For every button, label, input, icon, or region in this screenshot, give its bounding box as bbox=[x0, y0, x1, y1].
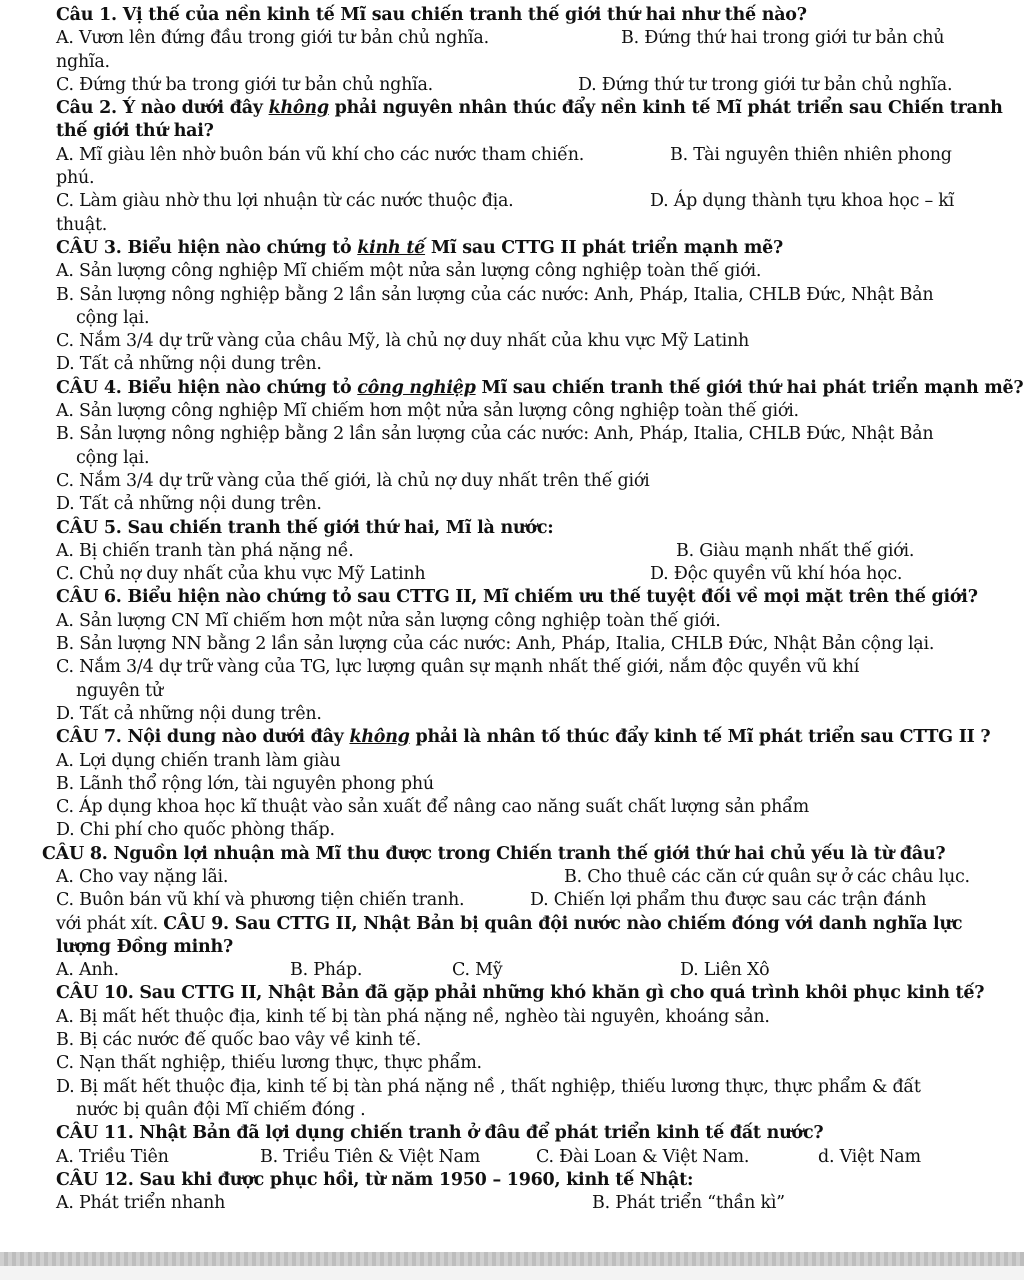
q11-option-a: A. Triều Tiên bbox=[56, 1146, 169, 1167]
q9-option-d: D. Liên Xô bbox=[680, 960, 770, 981]
q11-option-d: d. Việt Nam bbox=[818, 1146, 921, 1167]
q2-option-b: B. Tài nguyên thiên nhiên phong bbox=[670, 144, 952, 165]
q6-title: CÂU 6. Biểu hiện nào chứng tỏ sau CTTG II, Mĩ chiếm ưu thế tuyệt đối về mọi mặt trên thế giới? bbox=[56, 587, 978, 608]
q3-title-post: Mĩ sau CTTG II phát triển mạnh mẽ? bbox=[425, 237, 784, 258]
q1-option-b: B. Đứng thứ hai trong giới tư bản chủ bbox=[621, 28, 945, 49]
q4-option-d: D. Tất cả những nội dung trên. bbox=[56, 494, 322, 515]
q2-option-d-cont: thuật. bbox=[56, 214, 108, 235]
q12-title: CÂU 12. Sau khi được phục hồi, từ năm 1950 – 1960, kinh tế Nhật: bbox=[56, 1169, 694, 1190]
q6-option-b: B. Sản lượng NN bằng 2 lần sản lượng của các nước: Anh, Pháp, Italia, CHLB Đức, Nhật Bản cộng lại. bbox=[56, 634, 935, 655]
q10-option-b: B. Bị các nước đế quốc bao vây về kinh tế. bbox=[56, 1030, 422, 1051]
q9-title: CÂU 9. Sau CTTG II, Nhật Bản bị quân đội nước nào chiếm đóng với danh nghĩa lực bbox=[163, 913, 963, 934]
q2-title-pre: Câu 2. Ý nào dưới đây bbox=[56, 98, 269, 119]
q2-title-underlined: không bbox=[268, 98, 329, 119]
q2-title bbox=[56, 97, 1003, 120]
q4-option-b-cont: cộng lại. bbox=[76, 447, 150, 468]
q8-option-d-cont: với phát xít. bbox=[56, 913, 158, 934]
q3-option-c: C. Nắm 3/4 dự trữ vàng của châu Mỹ, là chủ nợ duy nhất của khu vực Mỹ Latinh bbox=[56, 331, 750, 352]
q5-option-a: A. Bị chiến tranh tàn phá nặng nề. bbox=[56, 540, 354, 561]
q2-row-ab bbox=[56, 144, 986, 167]
q7-title-pre: CÂU 7. Nội dung nào dưới đây bbox=[56, 727, 350, 748]
q12-options bbox=[56, 1192, 986, 1215]
q7-title-post: phải là nhân tố thúc đẩy kinh tế Mĩ phát triển sau CTTG II ? bbox=[409, 727, 991, 748]
q12-option-b: B. Phát triển “thần kì” bbox=[592, 1193, 785, 1214]
q4-option-c: C. Nắm 3/4 dự trữ vàng của thế giới, là chủ nợ duy nhất trên thế giới bbox=[56, 470, 650, 491]
q12-option-a: A. Phát triển nhanh bbox=[56, 1193, 226, 1214]
q7-option-d: D. Chi phí cho quốc phòng thấp. bbox=[56, 820, 335, 841]
q4-title-pre: CÂU 4. Biểu hiện nào chứng tỏ bbox=[56, 377, 358, 398]
q3-option-a: A. Sản lượng công nghiệp Mĩ chiếm một nửa sản lượng công nghiệp toàn thế giới. bbox=[56, 261, 762, 282]
q1-row-cd bbox=[56, 74, 986, 97]
q11-option-b: B. Triều Tiên & Việt Nam bbox=[260, 1146, 481, 1167]
q2-option-a: A. Mĩ giàu lên nhờ buôn bán vũ khí cho các nước tham chiến. bbox=[56, 144, 585, 165]
q2-title-cont: thế giới thứ hai? bbox=[56, 121, 214, 142]
q3-option-d: D. Tất cả những nội dung trên. bbox=[56, 354, 322, 375]
q9-option-a: A. Anh. bbox=[56, 960, 119, 981]
q8-q9-line bbox=[56, 913, 986, 936]
q11-title: CÂU 11. Nhật Bản đã lợi dụng chiến tranh ở đâu để phát triển kinh tế đất nước? bbox=[56, 1123, 824, 1144]
q6-option-c-cont: nguyên tử bbox=[76, 680, 163, 701]
q7-title bbox=[56, 726, 991, 749]
worksheet bbox=[42, 4, 1024, 1215]
q8-row-ab bbox=[56, 866, 986, 889]
q4-title bbox=[56, 377, 1024, 400]
q5-row-ab bbox=[56, 540, 986, 563]
q1-option-a: A. Vươn lên đứng đầu trong giới tư bản chủ nghĩa. bbox=[56, 28, 489, 49]
q7-option-c: C. Áp dụng khoa học kĩ thuật vào sản xuất để nâng cao năng suất chất lượng sản phẩm bbox=[56, 797, 809, 818]
q3-title bbox=[56, 237, 986, 260]
q5-option-d: D. Độc quyền vũ khí hóa học. bbox=[650, 564, 903, 585]
q10-option-d: D. Bị mất hết thuộc địa, kinh tế bị tàn phá nặng nề , thất nghiệp, thiếu lương thực, thực phẩm & đất bbox=[56, 1076, 921, 1097]
q3-option-b-cont: cộng lại. bbox=[76, 307, 150, 328]
q4-option-a: A. Sản lượng công nghiệp Mĩ chiếm hơn một nửa sản lượng công nghiệp toàn thế giới. bbox=[56, 401, 799, 422]
q7-title-underlined: không bbox=[349, 727, 410, 748]
q9-options bbox=[56, 959, 986, 982]
q5-option-b: B. Giàu mạnh nhất thế giới. bbox=[676, 540, 915, 561]
q10-option-a: A. Bị mất hết thuộc địa, kinh tế bị tàn phá nặng nề, nghèo tài nguyên, khoáng sản. bbox=[56, 1006, 770, 1027]
q6-option-c: C. Nắm 3/4 dự trữ vàng của TG, lực lượng quân sự mạnh nhất thế giới, nắm độc quyền vũ khí bbox=[56, 657, 860, 678]
q3-title-underlined: kinh tế bbox=[357, 237, 426, 258]
q10-option-c: C. Nạn thất nghiệp, thiếu lương thực, thực phẩm. bbox=[56, 1053, 482, 1074]
q4-option-b: B. Sản lượng nông nghiệp bằng 2 lần sản lượng của các nước: Anh, Pháp, Italia, CHLB Đức, Nhật Bản bbox=[56, 424, 934, 445]
q8-title: CÂU 8. Nguồn lợi nhuận mà Mĩ thu được trong Chiến tranh thế giới thứ hai chủ yếu là từ đâu? bbox=[42, 843, 946, 864]
q8-option-c: C. Buôn bán vũ khí và phương tiện chiến tranh. bbox=[56, 890, 465, 911]
q7-option-a: A. Lợi dụng chiến tranh làm giàu bbox=[56, 750, 341, 771]
q8-row-cd bbox=[56, 889, 986, 912]
q6-option-d: D. Tất cả những nội dung trên. bbox=[56, 703, 322, 724]
q1-row-ab bbox=[56, 27, 986, 50]
q6-option-a: A. Sản lượng CN Mĩ chiếm hơn một nửa sản lượng công nghiệp toàn thế giới. bbox=[56, 610, 721, 631]
q4-title-underlined: công nghiệp bbox=[357, 377, 476, 398]
q7-option-b: B. Lãnh thổ rộng lớn, tài nguyên phong phú bbox=[56, 773, 434, 794]
q2-row-cd bbox=[56, 190, 986, 213]
q2-option-d: D. Áp dụng thành tựu khoa học – kĩ bbox=[650, 191, 955, 212]
q11-option-c: C. Đài Loan & Việt Nam. bbox=[536, 1146, 750, 1167]
q5-option-c: C. Chủ nợ duy nhất của khu vực Mỹ Latinh bbox=[56, 564, 426, 585]
q2-option-c: C. Làm giàu nhờ thu lợi nhuận từ các nước thuộc địa. bbox=[56, 191, 514, 212]
q10-title: CÂU 10. Sau CTTG II, Nhật Bản đã gặp phải những khó khăn gì cho quá trình khôi phục kinh tế? bbox=[56, 983, 985, 1004]
q9-option-c: C. Mỹ bbox=[452, 960, 503, 981]
q1-option-b-cont: nghĩa. bbox=[56, 51, 110, 72]
q8-option-b: B. Cho thuê các căn cứ quân sự ở các châu lục. bbox=[564, 866, 970, 887]
q8-option-a: A. Cho vay nặng lãi. bbox=[56, 866, 229, 887]
q1-title: Câu 1. Vị thế của nền kinh tế Mĩ sau chiến tranh thế giới thứ hai như thế nào? bbox=[56, 5, 807, 25]
q11-options bbox=[56, 1146, 986, 1169]
q10-option-d-cont: nước bị quân đội Mĩ chiếm đóng . bbox=[76, 1099, 366, 1120]
q2-title-post: phải nguyên nhân thúc đẩy nền kinh tế Mĩ phát triển sau Chiến tranh bbox=[328, 98, 1003, 119]
q1-option-c: C. Đứng thứ ba trong giới tư bản chủ nghĩa. bbox=[56, 74, 433, 95]
q9-option-b: B. Pháp. bbox=[290, 960, 363, 981]
q2-option-b-cont: phú. bbox=[56, 168, 95, 189]
q5-row-cd bbox=[56, 563, 986, 586]
page-bottom-edge bbox=[0, 1252, 1024, 1266]
q4-title-post: Mĩ sau chiến tranh thế giới thứ hai phát triển mạnh mẽ? bbox=[475, 377, 1024, 398]
page-bottom-margin bbox=[0, 1266, 1024, 1280]
q3-title-pre: CÂU 3. Biểu hiện nào chứng tỏ bbox=[56, 237, 358, 258]
q3-option-b: B. Sản lượng nông nghiệp bằng 2 lần sản lượng của các nước: Anh, Pháp, Italia, CHLB Đức, Nhật Bản bbox=[56, 284, 934, 305]
q8-option-d: D. Chiến lợi phẩm thu được sau các trận đánh bbox=[530, 890, 927, 911]
q1-option-d: D. Đứng thứ tư trong giới tư bản chủ nghĩa. bbox=[578, 74, 953, 95]
q5-title: CÂU 5. Sau chiến tranh thế giới thứ hai, Mĩ là nước: bbox=[56, 517, 554, 538]
q9-title-cont: lượng Đồng minh? bbox=[56, 936, 233, 957]
